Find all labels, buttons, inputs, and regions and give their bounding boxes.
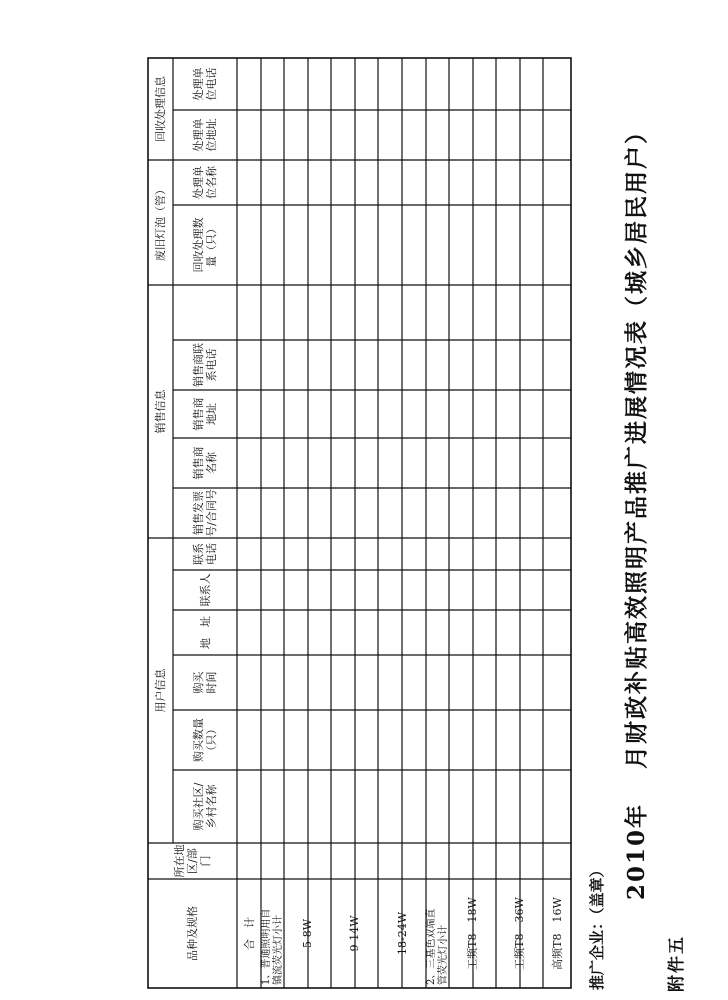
row-t8-36w-label: 工频T8 36W	[513, 897, 526, 970]
header-empty	[173, 285, 237, 340]
title-year: 2010年	[623, 802, 650, 900]
header-invoice: 销售发票 号/合同号	[192, 489, 218, 537]
header-address: 地 址	[198, 616, 212, 649]
group-recycle-lamp: 废旧灯泡（管）	[154, 184, 167, 261]
header-quantity: 购买数量 （只）	[192, 718, 218, 762]
row-hf-t8-16w-label: 高频T8 16W	[550, 897, 564, 970]
title-text: 月财政补贴高效照明产品推广进展情况表（城乡居民用户）	[623, 118, 650, 769]
header-seller-name: 销售商 名称	[192, 446, 218, 480]
header-recycle-qty: 回收处理数 量（只）	[192, 217, 218, 273]
attachment-label: 附件五	[667, 935, 687, 992]
row-9-14w-label: 9-14W	[348, 915, 361, 952]
row-total-label: 合 计	[242, 917, 256, 950]
header-handler-phone: 处理单 位电话	[192, 67, 218, 101]
header-category: 品种及规格	[186, 906, 199, 961]
group-user-info: 用户信息	[154, 668, 167, 713]
group-recycle-info: 回收处理信息	[154, 76, 167, 142]
header-handler-name: 处理单 位名称	[192, 166, 218, 199]
group-sales-info: 销售信息	[154, 389, 167, 434]
header-community: 购买社区/ 乡村名称	[192, 782, 218, 831]
promoter-label: 推广企业：（盖章）	[588, 862, 606, 990]
header-phone: 联系 电话	[192, 543, 218, 565]
header-location: 所在地 区/部门	[173, 844, 212, 878]
row-section2-label: 2、三基色双端直 管荧光灯小计	[425, 908, 449, 985]
header-contact: 联系人	[198, 573, 212, 607]
header-time: 购买 时间	[192, 671, 218, 694]
row-t8-18w-label: 工频T8 18W	[466, 897, 479, 970]
row-18-24w-label: 18-24W	[395, 911, 409, 956]
header-seller-address: 销售商 地址	[192, 397, 218, 431]
header-seller-phone: 销售商联 系电话	[192, 343, 218, 387]
header-handler-address: 处理单 位地址	[192, 118, 218, 152]
row-section1-label: 1、普通照明用自 镇流荧光灯小计	[260, 908, 284, 985]
row-5-8w-label: 5-8W	[301, 918, 314, 949]
